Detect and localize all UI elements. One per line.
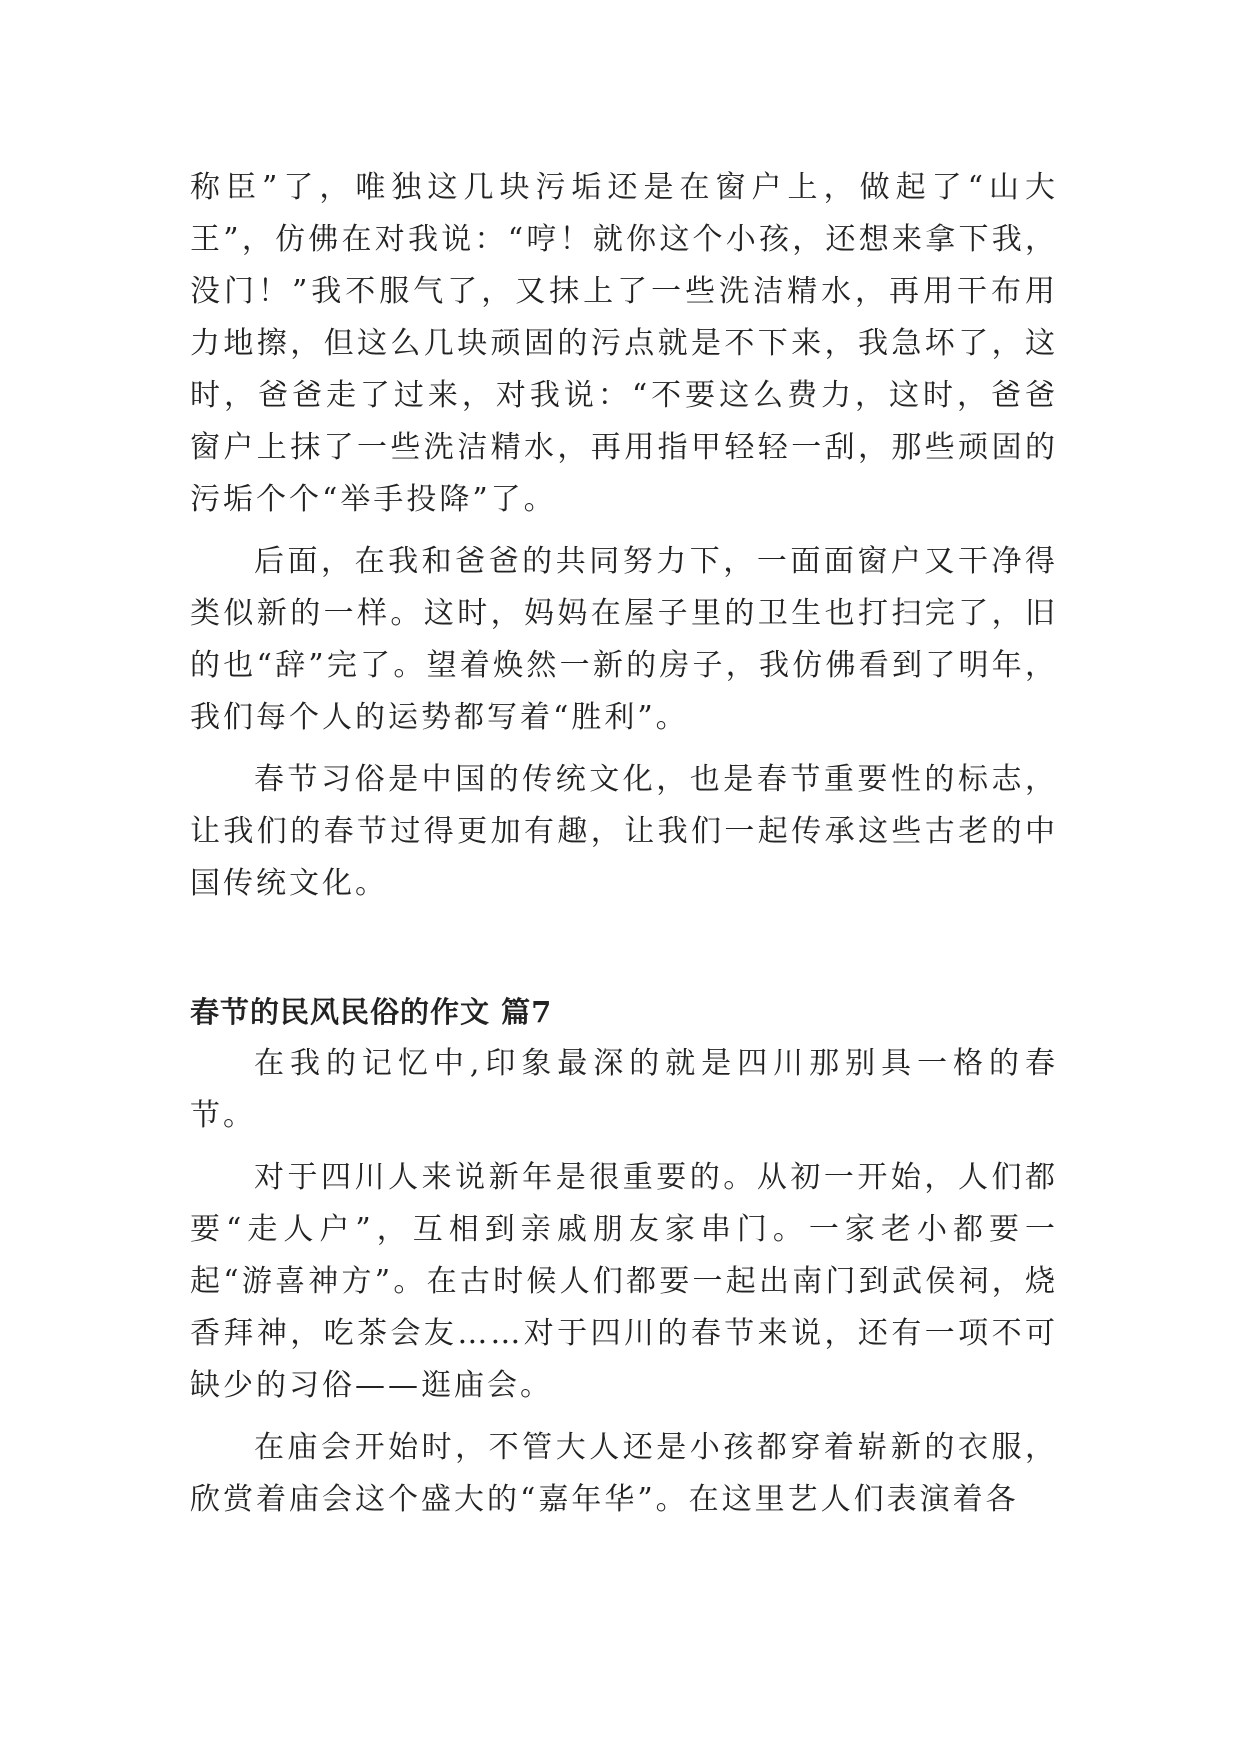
paragraph-sichuan-new-year: 对于四川人来说新年是很重要的。从初一开始，人们都要“走人户”，互相到亲戚朋友家串门。一家老小都要一起“游喜神方”。在古时候人们都要一起出南门到武侯祠，烧香拜神，吃茶会友……对于四川的春节来说，还有一项不可缺少的习俗——逛庙会。 (190, 1160, 1058, 1403)
paragraph-memory: 在我的记忆中,印象最深的就是四川那别具一格的春节。 (190, 1046, 1058, 1133)
paragraph-cleaning-windows: 后面，在我和爸爸的共同努力下，一面面窗户又干净得类似新的一样。这时，妈妈在屋子里的卫生也打扫完了，旧的也“辞”完了。望着焕然一新的房子，我仿佛看到了明年，我们每个人的运势都写着“胜利”。 (190, 544, 1058, 735)
paragraph-continuation: 称臣”了，唯独这几块污垢还是在窗户上，做起了“山大王”，仿佛在对我说：“哼！就你这个小孩，还想来拿下我，没门！”我不服气了，又抹上了一些洗洁精水，再用干布用力地擦，但这么几块顽固的污点就是不下来，我急坏了，这时，爸爸走了过来，对我说：“不要这么费力，这时，爸爸窗户上抹了一些洗洁精水，再用指甲轻轻一刮，那些顽固的污垢个个“举手投降”了。 (190, 170, 1058, 517)
paragraph-temple-fair: 在庙会开始时，不管大人还是小孩都穿着崭新的衣服，欣赏着庙会这个盛大的“嘉年华”。在这里艺人们表演着各 (190, 1430, 1058, 1517)
paragraph-conclusion: 春节习俗是中国的传统文化，也是春节重要性的标志，让我们的春节过得更加有趣，让我们一起传承这些古老的中国传统文化。 (190, 762, 1058, 901)
document-page (190, 162, 1058, 1526)
section-heading: 春节的民风民俗的作文 篇7 (190, 995, 553, 1029)
